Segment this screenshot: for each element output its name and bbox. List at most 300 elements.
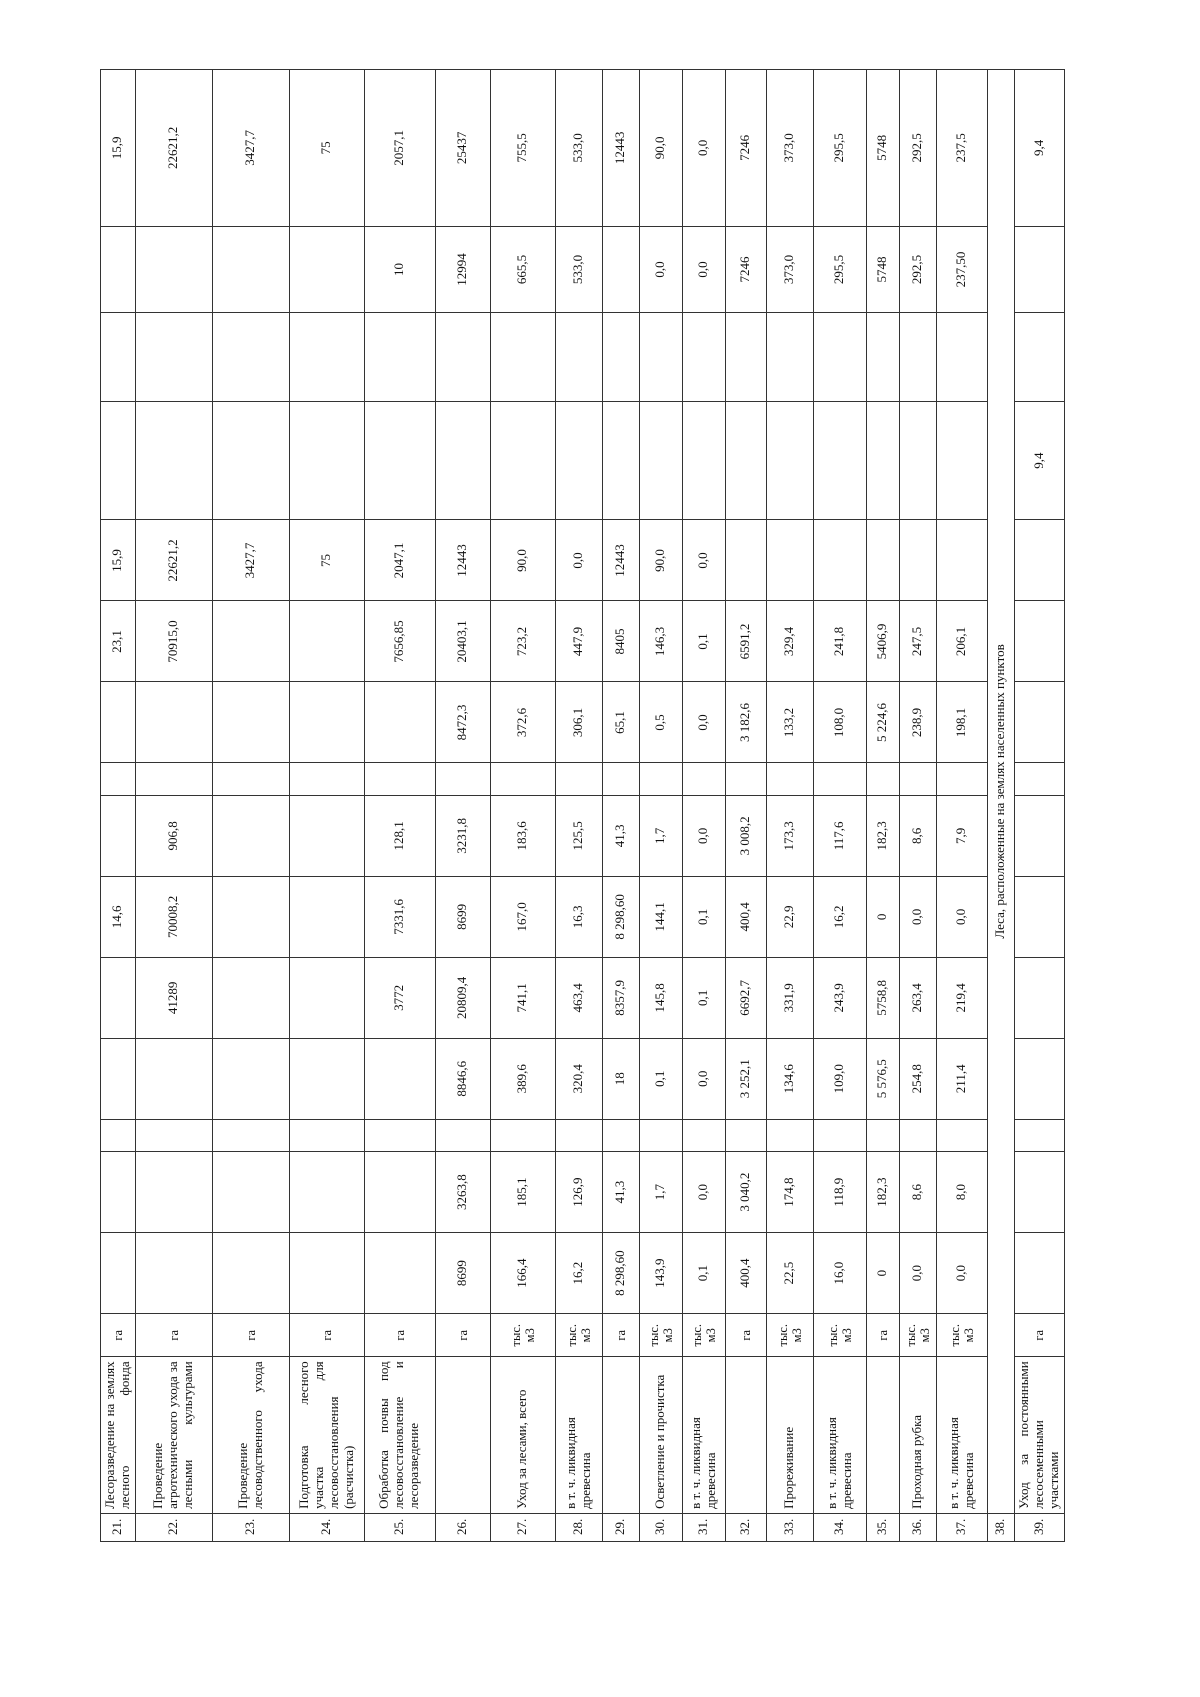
value-cell: 128,1 xyxy=(364,795,435,876)
value-cell: 533,0 xyxy=(555,70,602,227)
unit-cell: га xyxy=(212,1314,289,1357)
value-cell: 0,1 xyxy=(682,601,725,682)
value-cell xyxy=(1014,957,1064,1038)
value-cell xyxy=(766,763,813,795)
value-cell xyxy=(1014,1152,1064,1233)
table-row xyxy=(766,70,813,1542)
value-cell xyxy=(364,763,435,795)
value-cell xyxy=(682,401,725,520)
value-cell: 400,4 xyxy=(725,1233,766,1314)
value-cell: 0,0 xyxy=(639,226,682,312)
value-cell xyxy=(135,226,212,312)
value-cell: 90,0 xyxy=(639,70,682,227)
value-cell xyxy=(135,313,212,402)
value-cell: 241,8 xyxy=(813,601,866,682)
value-cell: 12443 xyxy=(602,70,639,227)
activity-name xyxy=(725,1357,766,1514)
table-row xyxy=(1014,70,1064,1542)
value-cell: 2057,1 xyxy=(364,70,435,227)
activity-name: в т. ч. ликвидная древесина xyxy=(682,1357,725,1514)
value-cell xyxy=(289,1152,364,1233)
value-cell: 5748 xyxy=(866,226,899,312)
value-cell: 5748 xyxy=(866,70,899,227)
value-cell: 8,0 xyxy=(936,1152,987,1233)
value-cell: 3263,8 xyxy=(435,1152,490,1233)
value-cell xyxy=(289,401,364,520)
value-cell: 12994 xyxy=(435,226,490,312)
value-cell: 12443 xyxy=(435,520,490,601)
value-cell: 329,4 xyxy=(766,601,813,682)
value-cell: 109,0 xyxy=(813,1038,866,1119)
row-number: 39. xyxy=(1014,1513,1064,1541)
value-cell xyxy=(866,401,899,520)
value-cell xyxy=(602,763,639,795)
row-number: 34. xyxy=(813,1513,866,1541)
value-cell xyxy=(135,1119,212,1151)
value-cell xyxy=(364,401,435,520)
unit-cell: тыс. м3 xyxy=(766,1314,813,1357)
value-cell xyxy=(101,226,136,312)
value-cell: 125,5 xyxy=(555,795,602,876)
value-cell: 3 252,1 xyxy=(725,1038,766,1119)
value-cell: 25437 xyxy=(435,70,490,227)
value-cell xyxy=(725,1119,766,1151)
table-row xyxy=(682,70,725,1542)
value-cell xyxy=(1014,601,1064,682)
value-cell xyxy=(725,763,766,795)
activity-name: Прореживание xyxy=(766,1357,813,1514)
value-cell: 7656,85 xyxy=(364,601,435,682)
value-cell xyxy=(289,682,364,763)
value-cell xyxy=(766,313,813,402)
value-cell xyxy=(135,682,212,763)
table-row xyxy=(364,70,435,1542)
value-cell xyxy=(289,1038,364,1119)
value-cell: 126,9 xyxy=(555,1152,602,1233)
value-cell: 75 xyxy=(289,520,364,601)
value-cell xyxy=(101,1038,136,1119)
row-number: 30. xyxy=(639,1513,682,1541)
row-number: 26. xyxy=(435,1513,490,1541)
activity-name: Проведение агротехнического ухода за лесными культурами xyxy=(135,1357,212,1514)
table-row xyxy=(101,70,136,1542)
value-cell: 331,9 xyxy=(766,957,813,1038)
value-cell xyxy=(936,313,987,402)
value-cell: 1,7 xyxy=(639,795,682,876)
value-cell xyxy=(364,1152,435,1233)
value-cell: 183,6 xyxy=(490,795,555,876)
value-cell: 3427,7 xyxy=(212,520,289,601)
row-number: 35. xyxy=(866,1513,899,1541)
value-cell xyxy=(1014,876,1064,957)
value-cell xyxy=(555,763,602,795)
forestry-activities-table xyxy=(100,69,1065,1542)
value-cell: 5 224,6 xyxy=(866,682,899,763)
value-cell: 16,0 xyxy=(813,1233,866,1314)
value-cell: 18 xyxy=(602,1038,639,1119)
value-cell xyxy=(435,313,490,402)
value-cell: 15,9 xyxy=(101,70,136,227)
value-cell xyxy=(101,795,136,876)
unit-cell: га xyxy=(135,1314,212,1357)
value-cell xyxy=(1014,682,1064,763)
unit-cell: тыс. м3 xyxy=(555,1314,602,1357)
value-cell xyxy=(289,601,364,682)
row-number: 31. xyxy=(682,1513,725,1541)
value-cell: 41,3 xyxy=(602,795,639,876)
value-cell: 15,9 xyxy=(101,520,136,601)
section-heading: Леса, расположенные на землях населенных пунктов xyxy=(987,70,1014,1514)
row-number: 38. xyxy=(987,1513,1014,1541)
unit-cell: га xyxy=(435,1314,490,1357)
value-cell xyxy=(813,401,866,520)
value-cell xyxy=(682,763,725,795)
value-cell xyxy=(899,1119,936,1151)
value-cell: 0,0 xyxy=(682,795,725,876)
value-cell: 237,5 xyxy=(936,70,987,227)
value-cell: 198,1 xyxy=(936,682,987,763)
value-cell: 447,9 xyxy=(555,601,602,682)
value-cell: 219,4 xyxy=(936,957,987,1038)
value-cell: 8,6 xyxy=(899,1152,936,1233)
value-cell: 174,8 xyxy=(766,1152,813,1233)
value-cell xyxy=(1014,226,1064,312)
value-cell xyxy=(682,1119,725,1151)
value-cell xyxy=(212,401,289,520)
value-cell: 247,5 xyxy=(899,601,936,682)
value-cell: 906,8 xyxy=(135,795,212,876)
value-cell xyxy=(212,682,289,763)
value-cell xyxy=(289,313,364,402)
value-cell: 0,1 xyxy=(639,1038,682,1119)
value-cell xyxy=(101,957,136,1038)
activity-name: Осветление и прочистка xyxy=(639,1357,682,1514)
value-cell: 0,0 xyxy=(936,876,987,957)
value-cell xyxy=(555,401,602,520)
unit-cell: тыс. м3 xyxy=(936,1314,987,1357)
value-cell: 182,3 xyxy=(866,1152,899,1233)
table-row xyxy=(490,70,555,1542)
value-cell: 0,0 xyxy=(682,226,725,312)
table-row xyxy=(899,70,936,1542)
value-cell: 90,0 xyxy=(639,520,682,601)
value-cell: 22,9 xyxy=(766,876,813,957)
activity-name: в т. ч. ликвидная древесина xyxy=(555,1357,602,1514)
unit-cell: тыс. м3 xyxy=(639,1314,682,1357)
value-cell: 0 xyxy=(866,876,899,957)
value-cell xyxy=(602,1119,639,1151)
table-row xyxy=(602,70,639,1542)
value-cell: 254,8 xyxy=(899,1038,936,1119)
value-cell xyxy=(866,313,899,402)
value-cell: 7,9 xyxy=(936,795,987,876)
value-cell: 263,4 xyxy=(899,957,936,1038)
value-cell xyxy=(101,1152,136,1233)
value-cell xyxy=(212,601,289,682)
value-cell xyxy=(289,1233,364,1314)
value-cell: 145,8 xyxy=(639,957,682,1038)
value-cell: 723,2 xyxy=(490,601,555,682)
row-number: 28. xyxy=(555,1513,602,1541)
value-cell xyxy=(212,1119,289,1151)
value-cell xyxy=(813,1119,866,1151)
unit-cell: га xyxy=(602,1314,639,1357)
value-cell xyxy=(1014,520,1064,601)
value-cell: 8 298,60 xyxy=(602,876,639,957)
activity-name xyxy=(435,1357,490,1514)
table-row xyxy=(725,70,766,1542)
value-cell xyxy=(212,1038,289,1119)
activity-name: Обработка почвы под лесовосстановление и лесоразведение xyxy=(364,1357,435,1514)
value-cell xyxy=(555,1119,602,1151)
table-row xyxy=(212,70,289,1542)
value-cell: 65,1 xyxy=(602,682,639,763)
table-row xyxy=(289,70,364,1542)
value-cell xyxy=(766,1119,813,1151)
value-cell xyxy=(490,313,555,402)
activity-name: в т. ч. ликвидная древесина xyxy=(813,1357,866,1514)
row-number: 27. xyxy=(490,1513,555,1541)
value-cell xyxy=(364,1119,435,1151)
value-cell xyxy=(435,1119,490,1151)
value-cell xyxy=(101,1233,136,1314)
value-cell xyxy=(135,1233,212,1314)
activity-name: Лесоразведение на землях лесного фонда xyxy=(101,1357,136,1514)
value-cell xyxy=(682,313,725,402)
value-cell: 41289 xyxy=(135,957,212,1038)
value-cell: 167,0 xyxy=(490,876,555,957)
value-cell xyxy=(490,1119,555,1151)
table-row xyxy=(987,70,1014,1542)
value-cell: 0,1 xyxy=(682,957,725,1038)
value-cell xyxy=(1014,1119,1064,1151)
value-cell xyxy=(135,763,212,795)
value-cell: 133,2 xyxy=(766,682,813,763)
value-cell: 292,5 xyxy=(899,226,936,312)
value-cell: 3 008,2 xyxy=(725,795,766,876)
row-number: 24. xyxy=(289,1513,364,1541)
value-cell: 9,4 xyxy=(1014,401,1064,520)
value-cell xyxy=(135,1038,212,1119)
value-cell: 16,2 xyxy=(813,876,866,957)
value-cell xyxy=(135,1152,212,1233)
value-cell: 3 040,2 xyxy=(725,1152,766,1233)
value-cell xyxy=(899,763,936,795)
value-cell xyxy=(1014,763,1064,795)
row-number: 36. xyxy=(899,1513,936,1541)
activity-name: Подготовка лесного участка для лесовосстановления (расчистка) xyxy=(289,1357,364,1514)
value-cell: 8472,3 xyxy=(435,682,490,763)
value-cell: 755,5 xyxy=(490,70,555,227)
value-cell: 185,1 xyxy=(490,1152,555,1233)
row-number: 32. xyxy=(725,1513,766,1541)
value-cell: 665,5 xyxy=(490,226,555,312)
value-cell: 5758,8 xyxy=(866,957,899,1038)
value-cell: 146,3 xyxy=(639,601,682,682)
value-cell: 292,5 xyxy=(899,70,936,227)
unit-cell: тыс. м3 xyxy=(899,1314,936,1357)
row-number: 25. xyxy=(364,1513,435,1541)
table-row xyxy=(555,70,602,1542)
value-cell xyxy=(813,313,866,402)
rotated-table-wrapper xyxy=(100,69,1075,1542)
unit-cell: га xyxy=(364,1314,435,1357)
value-cell: 3 182,6 xyxy=(725,682,766,763)
value-cell: 8,6 xyxy=(899,795,936,876)
value-cell xyxy=(289,957,364,1038)
value-cell: 90,0 xyxy=(490,520,555,601)
value-cell: 2047,1 xyxy=(364,520,435,601)
value-cell xyxy=(639,313,682,402)
value-cell: 0,0 xyxy=(555,520,602,601)
value-cell: 7331,6 xyxy=(364,876,435,957)
unit-cell: га xyxy=(101,1314,136,1357)
value-cell: 320,4 xyxy=(555,1038,602,1119)
row-number: 23. xyxy=(212,1513,289,1541)
value-cell xyxy=(766,520,813,601)
value-cell: 0,0 xyxy=(899,1233,936,1314)
value-cell: 0,0 xyxy=(899,876,936,957)
value-cell: 14,6 xyxy=(101,876,136,957)
value-cell: 16,3 xyxy=(555,876,602,957)
value-cell xyxy=(936,763,987,795)
value-cell: 295,5 xyxy=(813,226,866,312)
value-cell: 400,4 xyxy=(725,876,766,957)
unit-cell: тыс. м3 xyxy=(490,1314,555,1357)
value-cell: 22621,2 xyxy=(135,520,212,601)
activity-name: Проходная рубка xyxy=(899,1357,936,1514)
value-cell: 70915,0 xyxy=(135,601,212,682)
value-cell xyxy=(289,795,364,876)
value-cell xyxy=(101,401,136,520)
table-row xyxy=(866,70,899,1542)
value-cell: 211,4 xyxy=(936,1038,987,1119)
table-row xyxy=(135,70,212,1542)
value-cell xyxy=(364,313,435,402)
unit-cell: тыс. м3 xyxy=(682,1314,725,1357)
value-cell: 372,6 xyxy=(490,682,555,763)
value-cell xyxy=(936,520,987,601)
value-cell xyxy=(490,401,555,520)
value-cell xyxy=(725,313,766,402)
value-cell xyxy=(555,313,602,402)
value-cell: 0 xyxy=(866,1233,899,1314)
value-cell xyxy=(866,763,899,795)
value-cell: 144,1 xyxy=(639,876,682,957)
value-cell: 9,4 xyxy=(1014,70,1064,227)
value-cell xyxy=(813,763,866,795)
value-cell xyxy=(212,876,289,957)
value-cell: 206,1 xyxy=(936,601,987,682)
value-cell xyxy=(364,682,435,763)
activity-name: в т. ч. ликвидная древесина xyxy=(936,1357,987,1514)
value-cell xyxy=(212,957,289,1038)
value-cell xyxy=(101,313,136,402)
value-cell: 0,1 xyxy=(682,1233,725,1314)
value-cell: 22621,2 xyxy=(135,70,212,227)
value-cell xyxy=(135,401,212,520)
value-cell: 6692,7 xyxy=(725,957,766,1038)
value-cell: 22,5 xyxy=(766,1233,813,1314)
value-cell xyxy=(289,226,364,312)
value-cell: 12443 xyxy=(602,520,639,601)
value-cell: 75 xyxy=(289,70,364,227)
value-cell: 5 576,5 xyxy=(866,1038,899,1119)
value-cell: 3427,7 xyxy=(212,70,289,227)
value-cell xyxy=(435,763,490,795)
value-cell xyxy=(1014,1038,1064,1119)
value-cell: 8846,6 xyxy=(435,1038,490,1119)
value-cell xyxy=(639,1119,682,1151)
value-cell xyxy=(866,520,899,601)
value-cell: 295,5 xyxy=(813,70,866,227)
value-cell: 118,9 xyxy=(813,1152,866,1233)
value-cell: 0,0 xyxy=(682,520,725,601)
value-cell xyxy=(725,520,766,601)
value-cell xyxy=(1014,1233,1064,1314)
value-cell: 134,6 xyxy=(766,1038,813,1119)
activity-name xyxy=(866,1357,899,1514)
value-cell: 108,0 xyxy=(813,682,866,763)
row-number: 21. xyxy=(101,1513,136,1541)
value-cell: 243,9 xyxy=(813,957,866,1038)
row-number: 29. xyxy=(602,1513,639,1541)
activity-name: Проведение лесоводственного ухода xyxy=(212,1357,289,1514)
value-cell: 8699 xyxy=(435,1233,490,1314)
value-cell: 306,1 xyxy=(555,682,602,763)
unit-cell: га xyxy=(725,1314,766,1357)
value-cell xyxy=(936,1119,987,1151)
value-cell xyxy=(1014,795,1064,876)
value-cell: 20403,1 xyxy=(435,601,490,682)
value-cell: 117,6 xyxy=(813,795,866,876)
value-cell: 3231,8 xyxy=(435,795,490,876)
value-cell xyxy=(364,1038,435,1119)
value-cell: 0,0 xyxy=(682,1152,725,1233)
value-cell xyxy=(289,763,364,795)
value-cell: 741,1 xyxy=(490,957,555,1038)
value-cell: 16,2 xyxy=(555,1233,602,1314)
value-cell: 8357,9 xyxy=(602,957,639,1038)
value-cell xyxy=(101,763,136,795)
value-cell: 238,9 xyxy=(899,682,936,763)
value-cell: 23,1 xyxy=(101,601,136,682)
value-cell xyxy=(212,763,289,795)
value-cell xyxy=(725,401,766,520)
value-cell xyxy=(766,401,813,520)
value-cell: 8405 xyxy=(602,601,639,682)
table-row xyxy=(639,70,682,1542)
value-cell xyxy=(435,401,490,520)
value-cell: 41,3 xyxy=(602,1152,639,1233)
value-cell: 0,0 xyxy=(682,1038,725,1119)
value-cell xyxy=(899,401,936,520)
row-number: 22. xyxy=(135,1513,212,1541)
value-cell: 389,6 xyxy=(490,1038,555,1119)
value-cell xyxy=(212,313,289,402)
table-row xyxy=(936,70,987,1542)
value-cell: 5406,9 xyxy=(866,601,899,682)
value-cell: 0,0 xyxy=(936,1233,987,1314)
activity-name: Уход за лесами, всего xyxy=(490,1357,555,1514)
value-cell xyxy=(212,226,289,312)
value-cell xyxy=(212,1233,289,1314)
value-cell xyxy=(602,401,639,520)
value-cell: 463,4 xyxy=(555,957,602,1038)
value-cell xyxy=(639,401,682,520)
value-cell xyxy=(813,520,866,601)
value-cell: 143,9 xyxy=(639,1233,682,1314)
